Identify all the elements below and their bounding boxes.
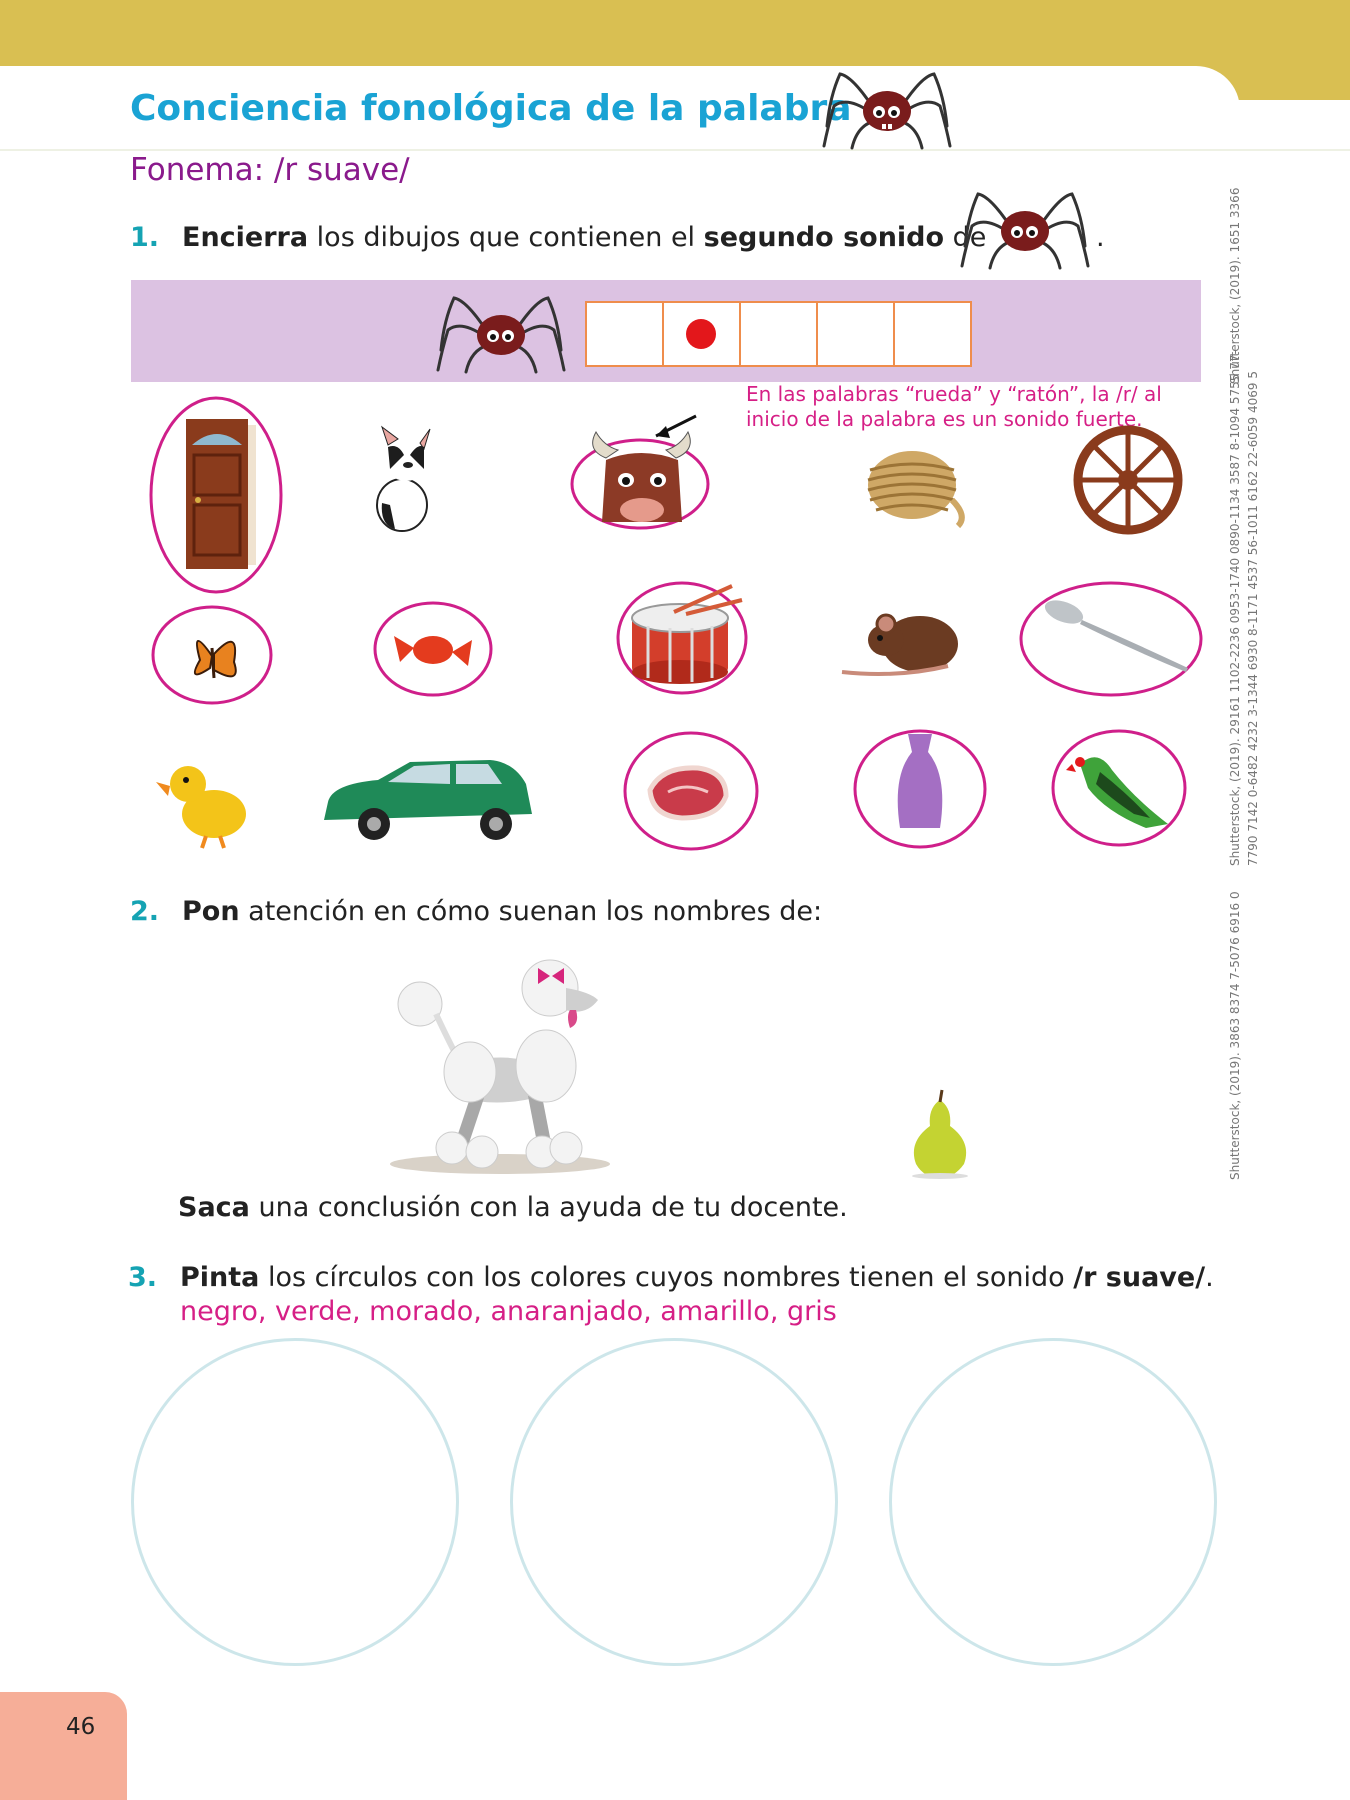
question-2-verb: Pon (182, 896, 240, 927)
parrot-picture[interactable] (1050, 728, 1188, 848)
question-1-period: . (1096, 222, 1105, 253)
rat-icon[interactable] (838, 600, 970, 684)
sound-box[interactable] (739, 301, 818, 367)
question-2-text: atención en cómo suenan los nombres de: (239, 896, 823, 927)
paint-circle-1[interactable] (131, 1338, 459, 1666)
page-title: Conciencia fonológica de la palabra (130, 88, 852, 129)
page-tab (0, 1692, 127, 1800)
spoon-picture[interactable] (1018, 580, 1204, 698)
teacher-note-line-2: inicio de la palabra es un sonido fuerte. (746, 407, 1143, 431)
header-divider (0, 149, 1350, 151)
spider-icon (960, 186, 1090, 272)
question-1-text-2: de (944, 222, 987, 253)
parrot-icon (1066, 757, 1168, 828)
question-2 (130, 896, 822, 927)
candy-icon (394, 636, 472, 666)
question-1-bold: segundo sonido (703, 222, 945, 253)
meat-picture[interactable] (622, 730, 760, 852)
question-3-number: 3. (128, 1262, 158, 1293)
rope-icon[interactable] (862, 440, 972, 530)
butterfly-picture[interactable] (150, 604, 274, 706)
candy-picture[interactable] (372, 600, 494, 698)
bull-icon (593, 432, 691, 522)
sound-box[interactable] (816, 301, 895, 367)
door-picture[interactable] (148, 395, 284, 595)
spoon-icon (1042, 596, 1188, 672)
image-credit-4: Shutterstock, (2019). 3863 8374 7-5076 6916 0 (1228, 891, 1242, 1180)
vase-icon (898, 734, 943, 828)
bull-picture[interactable] (566, 410, 746, 530)
image-credit-2: Shutterstock, (2019). 29161 1102-2236 0953-1740 0890-1134 3587 8-1094 5755 77- (1228, 350, 1242, 866)
question-3-bold: /r suave/ (1073, 1262, 1206, 1293)
pear-icon[interactable] (904, 1088, 976, 1180)
question-1-verb: Encierra (182, 222, 309, 253)
car-icon[interactable] (318, 754, 536, 846)
sound-boxes (587, 301, 972, 367)
duck-icon[interactable] (154, 752, 254, 852)
butterfly-icon (195, 641, 236, 678)
drum-picture[interactable] (614, 580, 750, 696)
page-number: 46 (66, 1714, 96, 1740)
sound-box-marked[interactable] (662, 301, 741, 367)
question-3-text: los círculos con los colores cuyos nombres tienen el sonido (259, 1262, 1074, 1293)
question-1 (130, 222, 986, 253)
sound-box[interactable] (893, 301, 972, 367)
paint-circle-2[interactable] (510, 1338, 838, 1666)
teacher-note-line-1: En las palabras “rueda” y “ratón”, la /r/ al (746, 382, 1162, 406)
dog-icon[interactable] (360, 425, 445, 535)
drum-icon (632, 586, 742, 684)
image-credit-3: 7790 7142 0-6482 4232 3-1344 6930 8-1171 4537 56-1011 6162 22-6059 4069 5 (1246, 371, 1260, 866)
conclusion-text: una conclusión con la ayuda de tu docente. (249, 1192, 848, 1223)
meat-icon (650, 768, 726, 818)
conclusion-instruction (178, 1192, 848, 1223)
red-dot-icon (686, 319, 716, 349)
image-credit-1: Shutterstock, (2019). 1651 3366 (1228, 187, 1242, 384)
spider-icon (822, 66, 952, 152)
question-1-number: 1. (130, 222, 160, 253)
arrow-icon (656, 426, 670, 438)
question-2-number: 2. (130, 896, 160, 927)
color-list: negro, verde, morado, anaranjado, amarillo, gris (180, 1296, 837, 1327)
vase-picture[interactable] (852, 728, 988, 850)
question-1-text: los dibujos que contienen el (308, 222, 704, 253)
conclusion-verb: Saca (178, 1192, 250, 1223)
door-icon (186, 419, 256, 569)
question-3-period: . (1205, 1262, 1214, 1293)
phoneme-subtitle: Fonema: /r suave/ (130, 152, 410, 188)
question-3 (128, 1262, 1214, 1293)
sound-box[interactable] (585, 301, 664, 367)
question-3-verb: Pinta (180, 1262, 260, 1293)
poodle-icon[interactable] (380, 948, 630, 1176)
spider-icon (436, 290, 566, 376)
paint-circle-3[interactable] (889, 1338, 1217, 1666)
wheel-icon[interactable] (1072, 424, 1184, 536)
